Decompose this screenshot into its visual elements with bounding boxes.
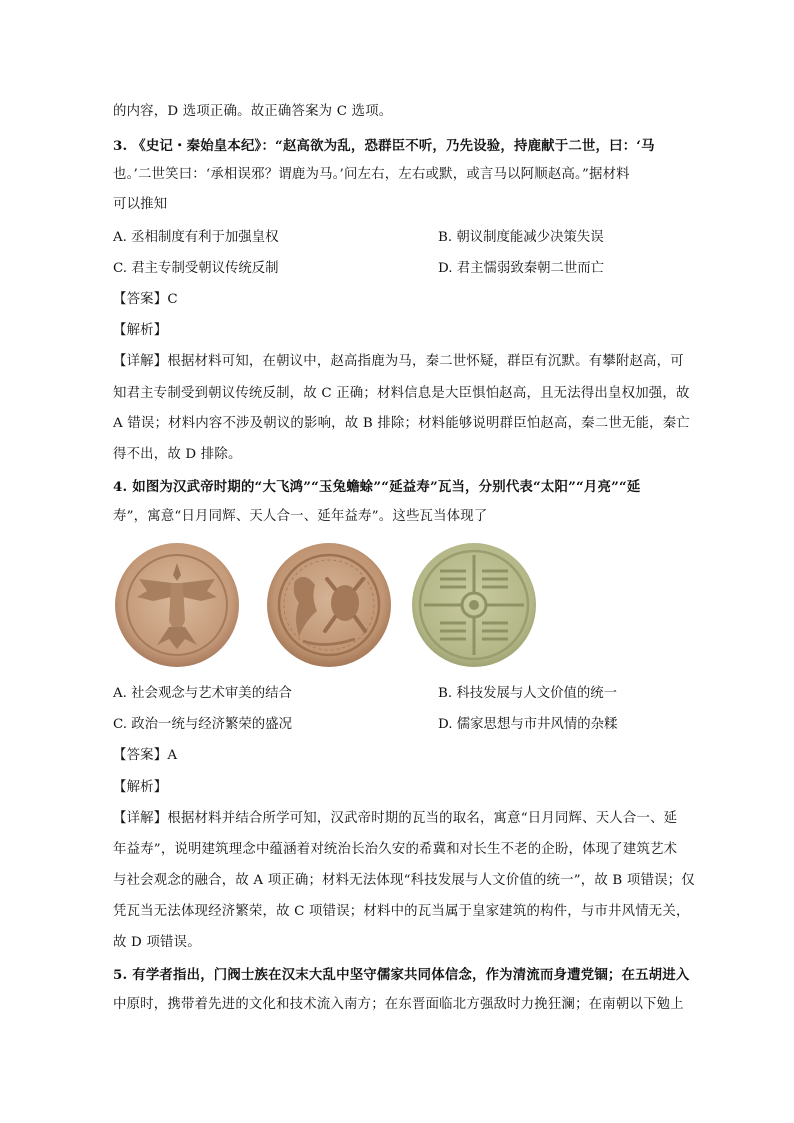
question-3-stem: 可以推知	[113, 197, 168, 212]
roof-tile-bird-image	[113, 541, 241, 669]
q3-answer: 【答案】C	[113, 292, 178, 307]
roof-tile-rabbit-toad-image	[265, 541, 393, 669]
q4-explanation: 凭瓦当无法体现经济繁荣，故 C 项错误；材料中的瓦当属于皇家建筑的构件，与市井风情无关，	[113, 904, 690, 919]
q3-explanation: 得不出，故 D 排除。	[113, 447, 242, 462]
q4-option-b: B. 科技发展与人文价值的统一	[438, 686, 618, 701]
question-3-stem: 也。’二世笑曰：‘承相误邪？谓鹿为马。’问左右，左右或默，或言马以阿顺赵高。”据材料	[113, 167, 630, 182]
q3-option-b: B. 朝议制度能减少决策失误	[438, 230, 604, 245]
q4-explanation: 年益寿”，说明建筑理念中蕴涵着对统治长治久安的希冀和对长生不老的企盼，体现了建筑艺术	[113, 842, 678, 857]
q4-explanation: 与社会观念的融合，故 A 项正确；材料无法体现“科技发展与人文价值的统一”，故 B 项错误；仅	[113, 873, 695, 888]
question-5-stem: 中原时，携带着先进的文化和技术流入南方；在东晋面临北方强敌时力挽狂澜；在南朝以下勉上	[113, 997, 684, 1012]
q3-option-c: C. 君主专制受朝议传统反制	[113, 261, 279, 276]
q3-explanation: A 错误；材料内容不涉及朝议的影响，故 B 排除；材料能够说明群臣怕赵高，秦二世无能，秦亡	[113, 416, 690, 431]
q3-explanation: 【详解】根据材料可知，在朝议中，赵高指鹿为马，秦二世怀疑，群臣有沉默。有攀附赵高，可	[113, 354, 684, 369]
q4-option-c: C. 政治一统与经济繁荣的盛况	[113, 717, 292, 732]
q4-answer: 【答案】A	[113, 748, 178, 763]
q4-explanation: 故 D 项错误。	[113, 935, 201, 950]
question-4-stem: 寿”，寓意“日月同辉、天人合一、延年益寿”。这些瓦当体现了	[113, 509, 488, 524]
question-4-stem: 4. 如图为汉武帝时期的“大飞鸿”“玉兔蟾蜍”“延益寿”瓦当，分别代表“太阳”“月亮”“延	[113, 479, 641, 495]
q4-explanation: 【详解】根据材料并结合所学可知，汉武帝时期的瓦当的取名，寓意“日月同辉、天人合一、延	[113, 811, 678, 826]
question-3-stem: 3. 《史记・秦始皇本纪》：“赵高欲为乱，恐群臣不听，乃先设验，持鹿献于二世，曰：‘马	[113, 138, 655, 154]
q4-option-d: D. 儒家思想与市井风情的杂糅	[438, 717, 618, 732]
q3-explanation: 知君主专制受到朝议传统反制，故 C 正确；材料信息是大臣惧怕赵高，且无法得出皇权加强，故	[113, 386, 690, 401]
text-line: 的内容，D 选项正确。故正确答案为 C 选项。	[113, 104, 393, 119]
roof-tile-longevity-image	[410, 541, 538, 669]
question-5-stem: 5. 有学者指出，门阀士族在汉末大乱中坚守儒家共同体信念，作为清流而身遭党锢；在五胡进入	[113, 967, 690, 983]
q4-option-a: A. 社会观念与艺术审美的结合	[113, 686, 292, 701]
q3-option-a: A. 丞相制度有利于加强皇权	[113, 230, 279, 245]
q3-analysis-heading: 【解析】	[113, 323, 168, 338]
q4-analysis-heading: 【解析】	[113, 780, 168, 795]
q3-option-d: D. 君主懦弱致秦朝二世而亡	[438, 261, 605, 276]
